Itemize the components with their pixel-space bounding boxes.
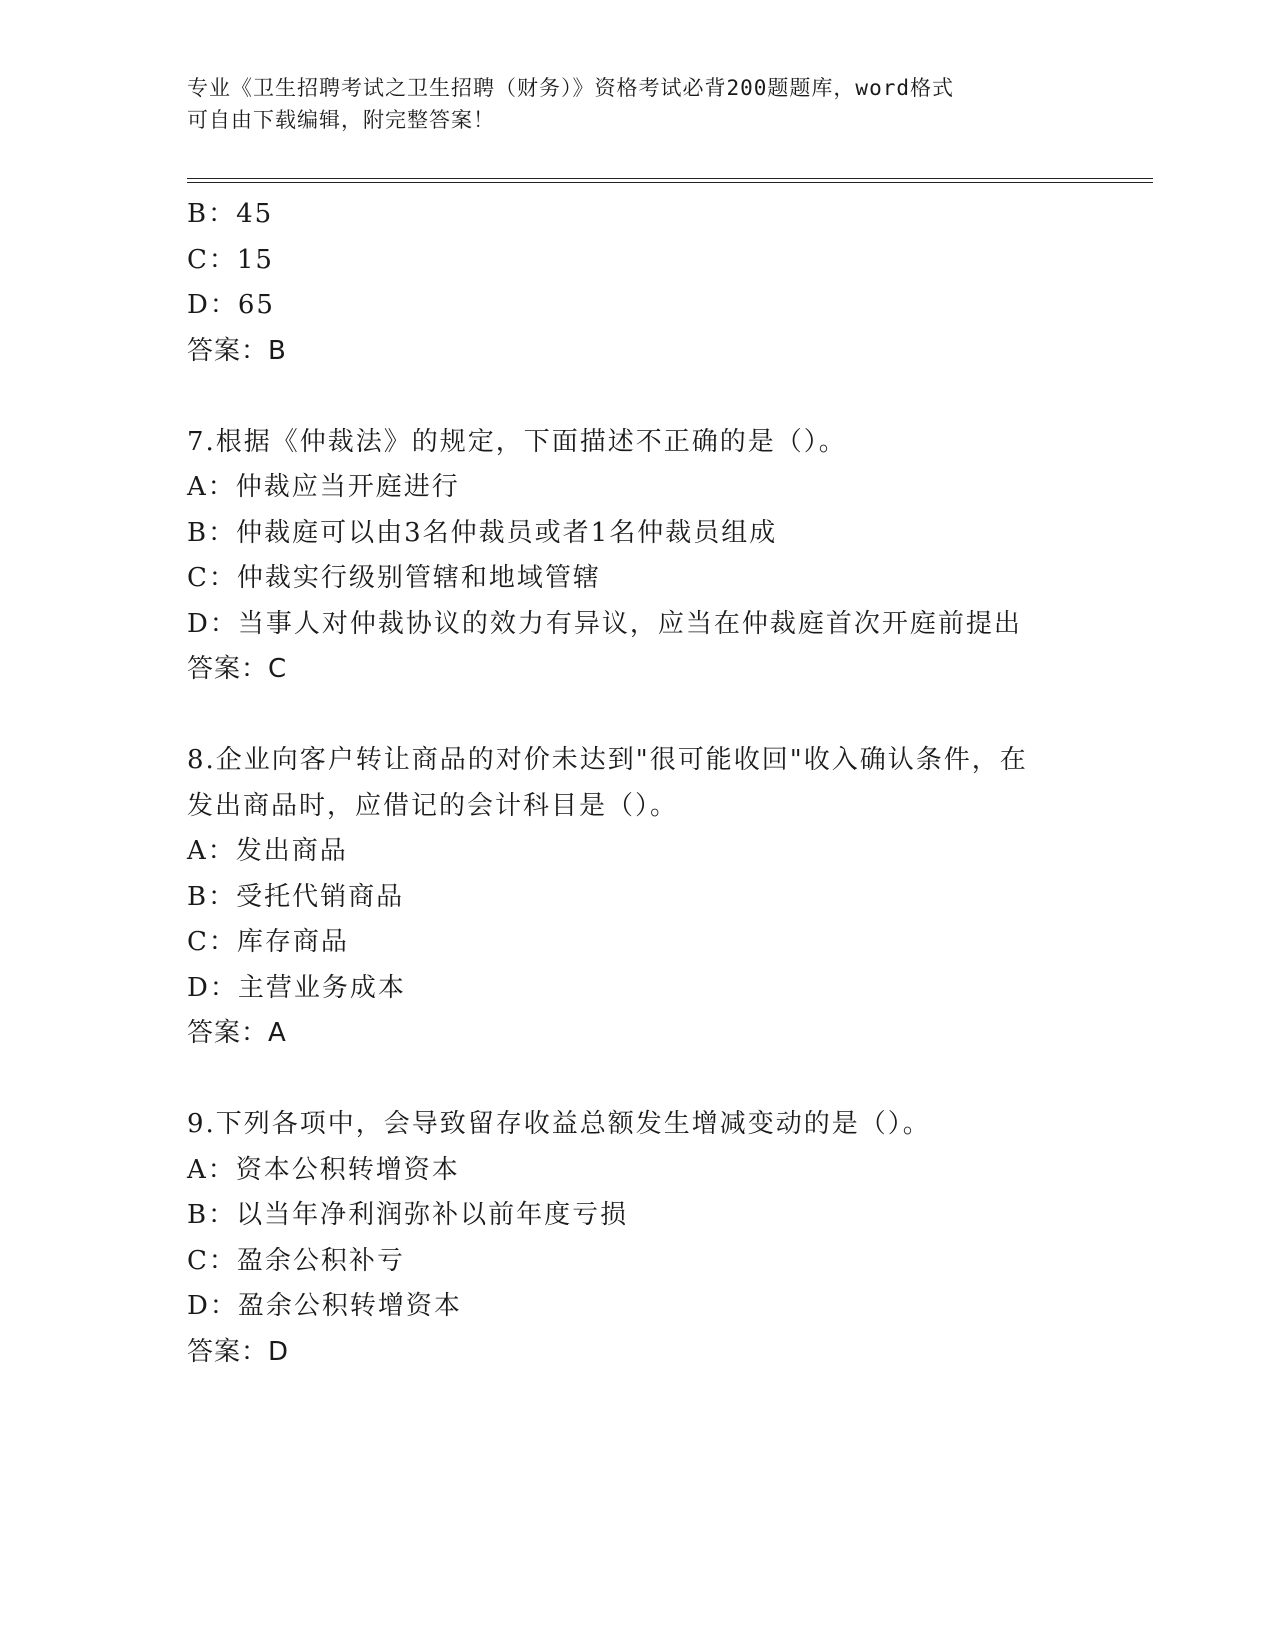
answer-line: 答案：C — [187, 654, 288, 684]
option-d: D：当事人对仲裁协议的效力有异议，应当在仲裁庭首次开庭前提出 — [187, 608, 1022, 639]
option-a: A：发出商品 — [187, 836, 348, 866]
question-7 — [187, 420, 1087, 693]
option-c: C：仲裁实行级别管辖和地域管辖 — [187, 563, 601, 593]
option-c: C：盈余公积补亏 — [187, 1245, 405, 1276]
question-list — [187, 192, 1087, 1375]
option-b: B：仲裁庭可以由3名仲裁员或者1名仲裁员组成 — [187, 517, 778, 548]
answer-line: 答案：B — [187, 335, 287, 366]
option-d: D：65 — [187, 290, 275, 320]
question-6-continued — [187, 192, 1087, 374]
document-header — [187, 72, 1067, 136]
option-d: D：主营业务成本 — [187, 972, 406, 1003]
option-b: B：45 — [187, 199, 274, 229]
question-stem: 7.根据《仲裁法》的规定，下面描述不正确的是（）。 — [187, 426, 847, 457]
spacer — [187, 374, 1087, 420]
option-b: B：受托代销商品 — [187, 881, 405, 912]
answer-line: 答案：D — [187, 1336, 290, 1367]
option-c: C：库存商品 — [187, 927, 349, 957]
header-divider — [187, 178, 1153, 183]
option-b: B：以当年净利润弥补以前年度亏损 — [187, 1200, 629, 1230]
answer-line: 答案：A — [187, 1018, 287, 1048]
question-stem: 9.下列各项中，会导致留存收益总额发生增减变动的是（）。 — [187, 1109, 931, 1139]
question-stem: 8.企业向客户转让商品的对价未达到"很可能收回"收入确认条件，在 — [187, 745, 1028, 775]
option-a: A：仲裁应当开庭进行 — [187, 472, 460, 502]
header-title-line-2: 可自由下载编辑，附完整答案！ — [187, 108, 495, 132]
option-a: A：资本公积转增资本 — [187, 1154, 460, 1185]
question-stem-continued: 发出商品时，应借记的会计科目是（）。 — [187, 790, 679, 821]
question-9 — [187, 1102, 1087, 1375]
spacer — [187, 693, 1087, 739]
option-c: C：15 — [187, 244, 274, 275]
spacer — [187, 1057, 1087, 1103]
question-8 — [187, 738, 1087, 1057]
header-title-line-1: 专业《卫生招聘考试之卫生招聘（财务）》资格考试必背200题题库，word格式 — [187, 76, 954, 100]
option-d: D：盈余公积转增资本 — [187, 1291, 462, 1321]
